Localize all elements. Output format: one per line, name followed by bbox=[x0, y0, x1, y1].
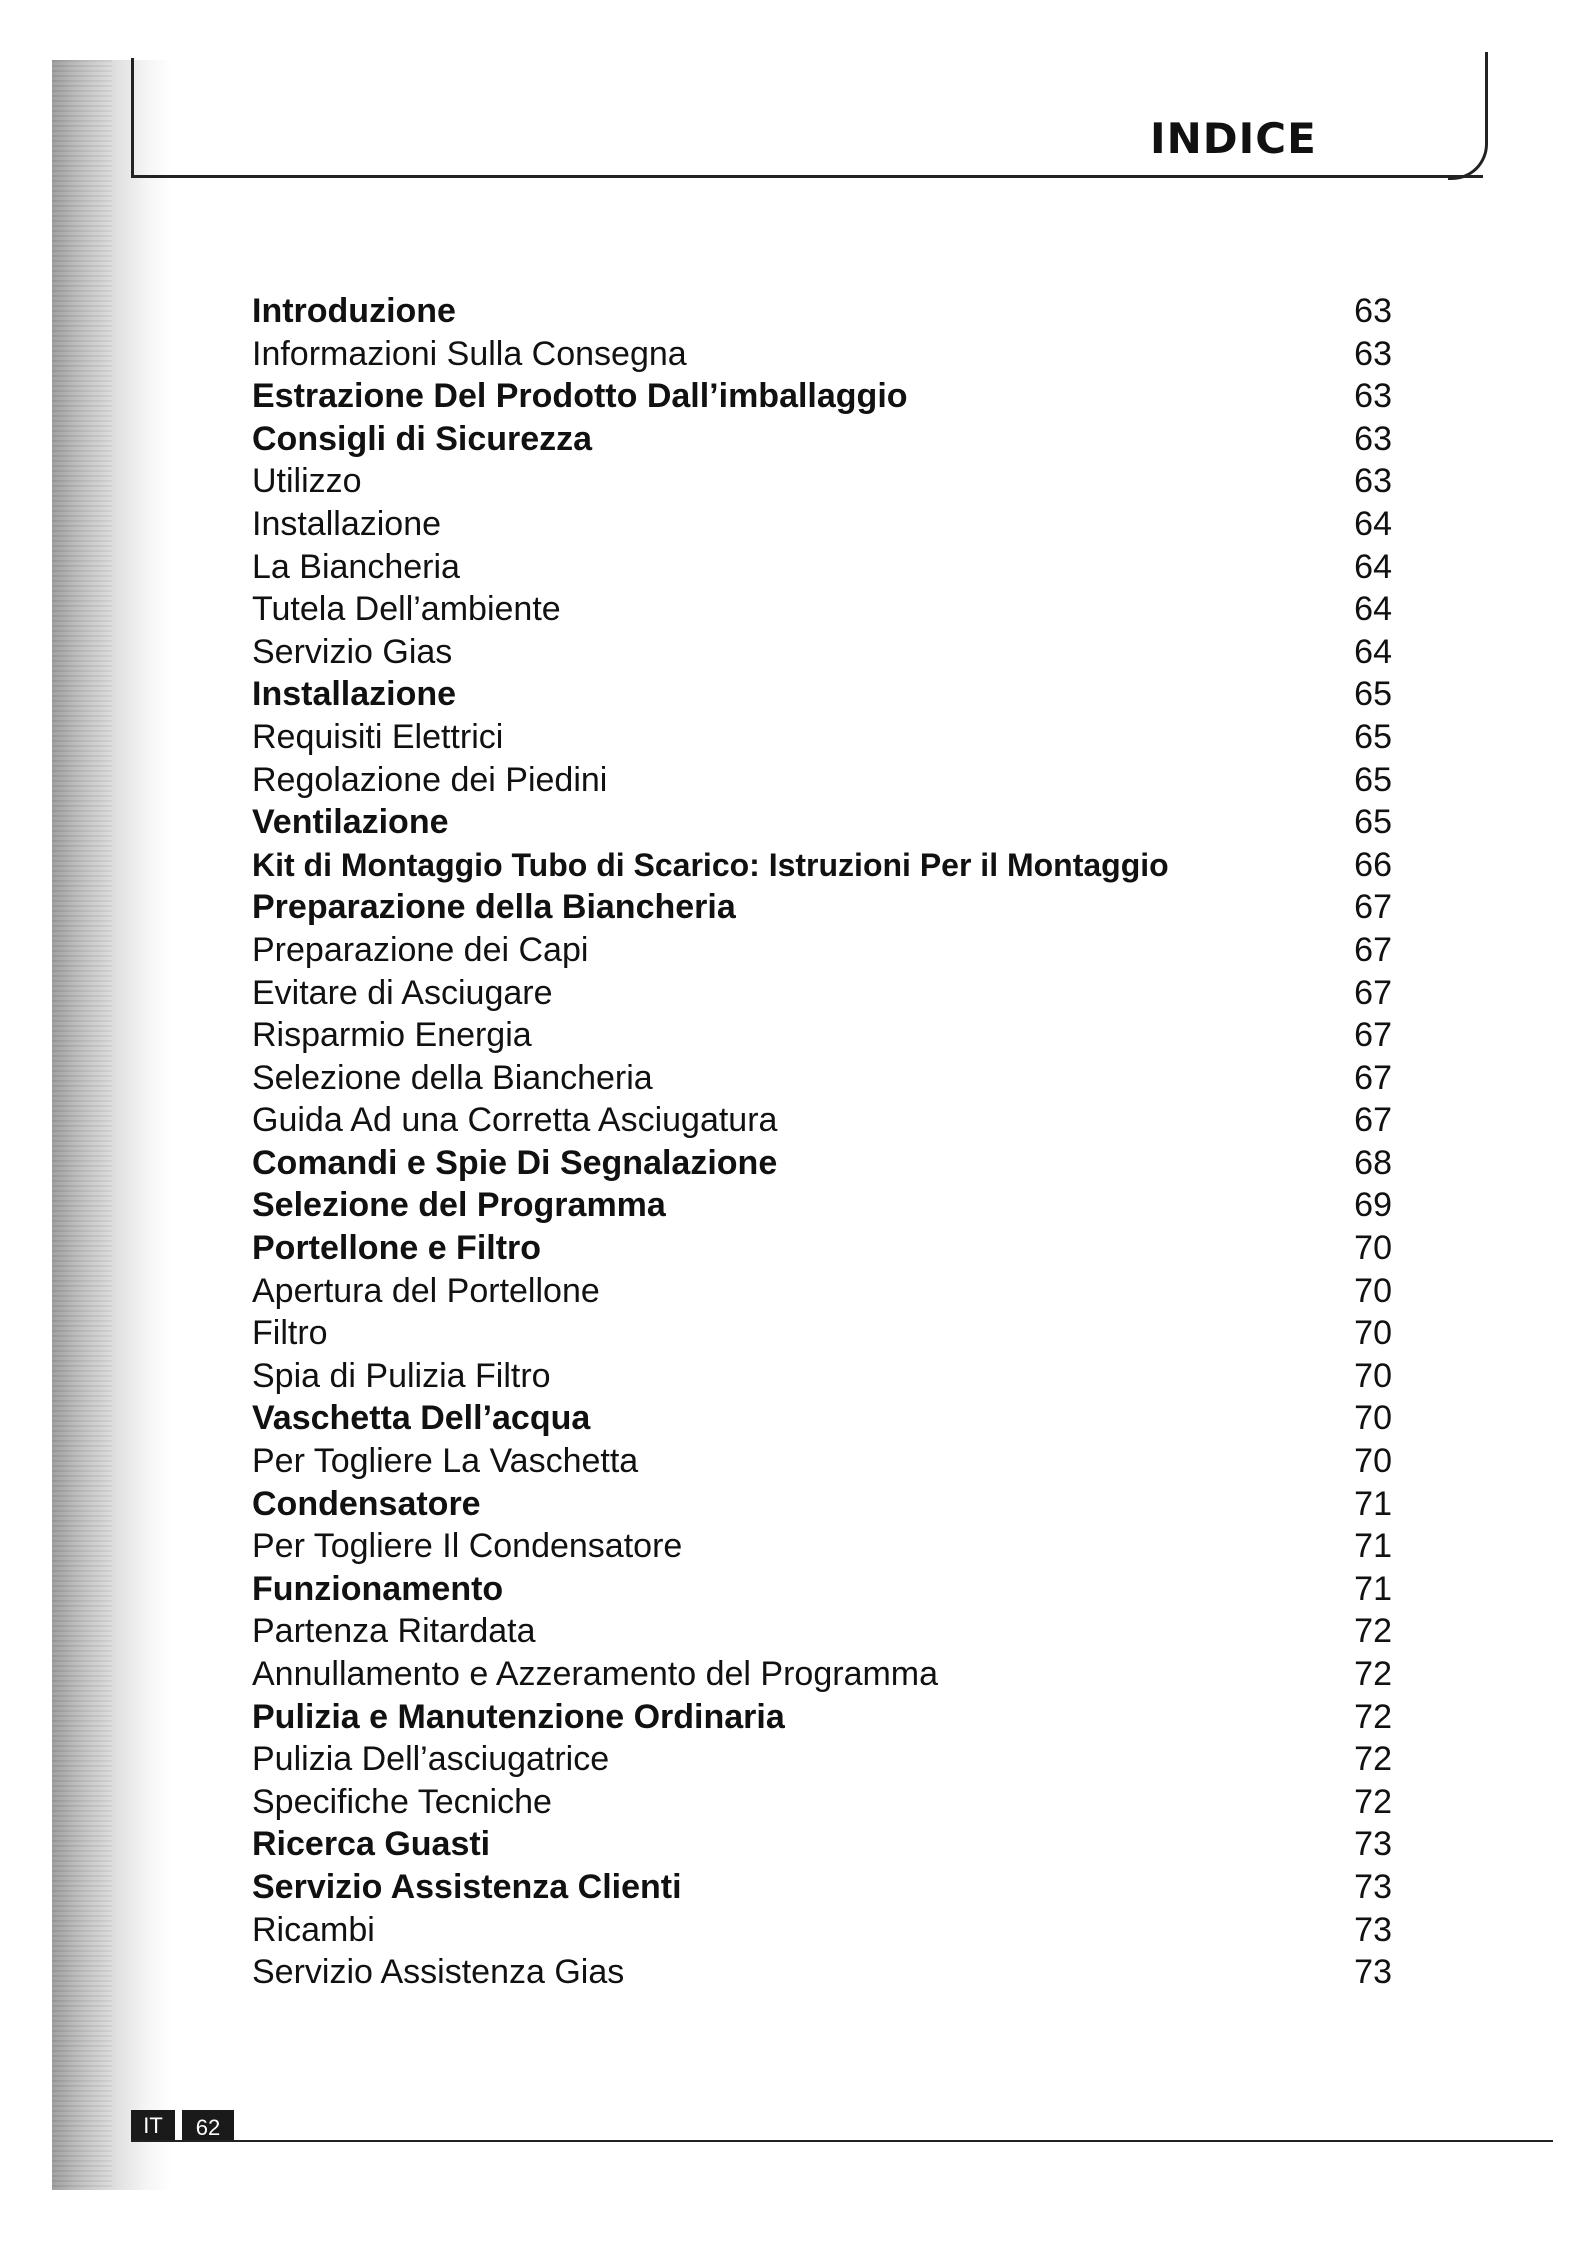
header-frame-corner bbox=[1448, 52, 1488, 180]
toc-entry bbox=[252, 333, 1392, 376]
toc-entry bbox=[252, 929, 1392, 972]
toc-entry-title: Per Togliere La Vaschetta bbox=[252, 1442, 639, 1481]
footer-page-number: 62 bbox=[182, 2110, 234, 2142]
toc-entry-title: Requisiti Elettrici bbox=[252, 717, 504, 756]
toc-entry-page: 64 bbox=[1354, 504, 1392, 543]
toc-entry bbox=[252, 1525, 1392, 1568]
toc-entry-page: 71 bbox=[1354, 1484, 1392, 1523]
toc-entry-title: Tutela Dell’ambiente bbox=[252, 590, 561, 629]
toc-entry-title: Preparazione dei Capi bbox=[252, 930, 589, 969]
toc-entry-page: 65 bbox=[1354, 803, 1392, 842]
toc-entry bbox=[252, 1696, 1392, 1739]
toc-entry-page: 64 bbox=[1354, 547, 1392, 586]
toc-entry-page: 72 bbox=[1354, 1782, 1392, 1821]
toc-entry bbox=[252, 801, 1392, 844]
toc-entry-title: Consigli di Sicurezza bbox=[252, 419, 593, 458]
toc-entry-page: 73 bbox=[1354, 1910, 1392, 1949]
toc-entry bbox=[252, 1227, 1392, 1270]
scan-texture bbox=[52, 60, 112, 2190]
toc-entry-title: Regolazione dei Piedini bbox=[252, 760, 608, 799]
footer-rule bbox=[131, 2140, 1553, 2142]
toc-entry-page: 70 bbox=[1354, 1356, 1392, 1395]
toc-entry-title: Servizio Assistenza Gias bbox=[252, 1953, 625, 1992]
toc-entry-page: 73 bbox=[1354, 1953, 1392, 1992]
toc-entry bbox=[252, 1440, 1392, 1483]
toc-entry bbox=[252, 1909, 1392, 1952]
toc-entry-title: Estrazione Del Prodotto Dall’imballaggio bbox=[252, 377, 908, 416]
toc-entry-page: 63 bbox=[1354, 377, 1392, 416]
toc-entry bbox=[252, 1184, 1392, 1227]
toc-entry-page: 73 bbox=[1354, 1867, 1392, 1906]
toc-entry-page: 64 bbox=[1354, 590, 1392, 629]
toc-entry-page: 69 bbox=[1354, 1186, 1392, 1225]
toc-entry-page: 63 bbox=[1354, 462, 1392, 501]
toc-entry-page: 72 bbox=[1354, 1612, 1392, 1651]
toc-entry-title: Portellone e Filtro bbox=[252, 1229, 542, 1268]
toc-entry-page: 67 bbox=[1354, 1101, 1392, 1140]
toc-entry bbox=[252, 375, 1392, 418]
toc-entry-page: 68 bbox=[1354, 1143, 1392, 1182]
toc-entry bbox=[252, 631, 1392, 674]
toc-entry-title: Utilizzo bbox=[252, 462, 362, 501]
toc-entry bbox=[252, 1355, 1392, 1398]
toc-entry bbox=[252, 1653, 1392, 1696]
toc-entry bbox=[252, 1270, 1392, 1313]
toc-entry-title: Selezione della Biancheria bbox=[252, 1058, 653, 1097]
toc-entry bbox=[252, 886, 1392, 929]
toc-entry-page: 67 bbox=[1354, 1016, 1392, 1055]
toc-entry bbox=[252, 1610, 1392, 1653]
toc-entry bbox=[252, 546, 1392, 589]
toc-entry bbox=[252, 844, 1392, 887]
toc-entry-page: 63 bbox=[1354, 292, 1392, 330]
toc-entry-title: Selezione del Programma bbox=[252, 1186, 666, 1225]
toc-entry-page: 70 bbox=[1354, 1314, 1392, 1353]
toc-entry-title: Servizio Gias bbox=[252, 632, 453, 671]
footer-language-badge: IT bbox=[131, 2110, 175, 2142]
toc-entry-title: Pulizia Dell’asciugatrice bbox=[252, 1740, 610, 1779]
toc-entry-page: 70 bbox=[1354, 1399, 1392, 1438]
toc-entry-title: Ricambi bbox=[252, 1910, 375, 1949]
toc-entry bbox=[252, 1142, 1392, 1185]
toc-entry bbox=[252, 1823, 1392, 1866]
toc-entry-title: Risparmio Energia bbox=[252, 1016, 532, 1055]
toc-entry bbox=[252, 1568, 1392, 1611]
toc-entry-page: 65 bbox=[1354, 760, 1392, 799]
toc-entry-title: Evitare di Asciugare bbox=[252, 973, 553, 1012]
toc-entry-page: 63 bbox=[1354, 419, 1392, 458]
toc-entry-page: 65 bbox=[1354, 675, 1392, 714]
toc-entry-title: Annullamento e Azzeramento del Programma bbox=[252, 1655, 939, 1693]
toc-entry-title: Ventilazione bbox=[252, 803, 449, 842]
toc-entry-title: Preparazione della Biancheria bbox=[252, 888, 736, 927]
toc-entry-page: 73 bbox=[1354, 1825, 1392, 1864]
toc-entry bbox=[252, 1014, 1392, 1057]
toc-entry-title: Ricerca Guasti bbox=[252, 1825, 491, 1864]
toc-entry-title: Guida Ad una Corretta Asciugatura bbox=[252, 1101, 778, 1140]
toc-entry-title: Installazione bbox=[252, 675, 457, 714]
toc-entry bbox=[252, 1397, 1392, 1440]
toc-entry bbox=[252, 460, 1392, 503]
toc-entry-page: 64 bbox=[1354, 632, 1392, 671]
toc-entry-page: 67 bbox=[1354, 973, 1392, 1012]
toc-entry-title: Spia di Pulizia Filtro bbox=[252, 1356, 551, 1395]
toc-entry-title: Servizio Assistenza Clienti bbox=[252, 1867, 682, 1906]
toc-entry-page: 70 bbox=[1354, 1229, 1392, 1268]
page-title: INDICE bbox=[1150, 114, 1317, 163]
toc-entry-page: 72 bbox=[1354, 1740, 1392, 1779]
toc-entry-title: Kit di Montaggio Tubo di Scarico: Istruzioni Per il Montaggio bbox=[252, 846, 1169, 883]
toc-entry-page: 70 bbox=[1354, 1442, 1392, 1481]
toc-entry-page: 66 bbox=[1354, 845, 1392, 884]
toc-entry-page: 72 bbox=[1354, 1655, 1392, 1693]
table-of-contents bbox=[252, 290, 1392, 1994]
toc-entry-page: 67 bbox=[1354, 1058, 1392, 1097]
toc-entry-title: La Biancheria bbox=[252, 547, 460, 586]
toc-entry-page: 63 bbox=[1354, 334, 1392, 373]
toc-entry bbox=[252, 1866, 1392, 1909]
toc-entry bbox=[252, 716, 1392, 759]
toc-entry bbox=[252, 1099, 1392, 1142]
toc-entry-title: Introduzione bbox=[252, 292, 456, 330]
toc-entry-title: Filtro bbox=[252, 1314, 328, 1353]
toc-entry bbox=[252, 1312, 1392, 1355]
toc-entry bbox=[252, 1057, 1392, 1100]
toc-entry-page: 67 bbox=[1354, 888, 1392, 927]
toc-entry-title: Installazione bbox=[252, 504, 442, 543]
toc-entry-title: Partenza Ritardata bbox=[252, 1612, 536, 1651]
toc-entry-page: 71 bbox=[1354, 1527, 1392, 1566]
toc-entry-title: Apertura del Portellone bbox=[252, 1271, 600, 1310]
toc-entry bbox=[252, 1483, 1392, 1526]
toc-entry-page: 71 bbox=[1354, 1569, 1392, 1608]
toc-entry-title: Informazioni Sulla Consegna bbox=[252, 334, 687, 373]
toc-entry-title: Funzionamento bbox=[252, 1569, 504, 1608]
toc-entry-page: 65 bbox=[1354, 717, 1392, 756]
toc-entry-title: Pulizia e Manutenzione Ordinaria bbox=[252, 1697, 785, 1736]
toc-entry-title: Condensatore bbox=[252, 1484, 481, 1523]
toc-entry bbox=[252, 290, 1392, 333]
toc-entry-page: 72 bbox=[1354, 1697, 1392, 1736]
toc-entry-title: Per Togliere Il Condensatore bbox=[252, 1527, 683, 1566]
toc-entry bbox=[252, 503, 1392, 546]
toc-entry bbox=[252, 418, 1392, 461]
toc-entry-page: 67 bbox=[1354, 930, 1392, 969]
toc-entry-title: Comandi e Spie Di Segnalazione bbox=[252, 1143, 778, 1182]
toc-entry bbox=[252, 1951, 1392, 1994]
toc-entry bbox=[252, 673, 1392, 716]
toc-entry bbox=[252, 759, 1392, 802]
toc-entry bbox=[252, 972, 1392, 1015]
toc-entry bbox=[252, 1781, 1392, 1824]
toc-entry-title: Specifiche Tecniche bbox=[252, 1782, 552, 1821]
toc-entry bbox=[252, 588, 1392, 631]
toc-entry-page: 70 bbox=[1354, 1271, 1392, 1310]
toc-entry bbox=[252, 1738, 1392, 1781]
toc-entry-title: Vaschetta Dell’acqua bbox=[252, 1399, 591, 1438]
